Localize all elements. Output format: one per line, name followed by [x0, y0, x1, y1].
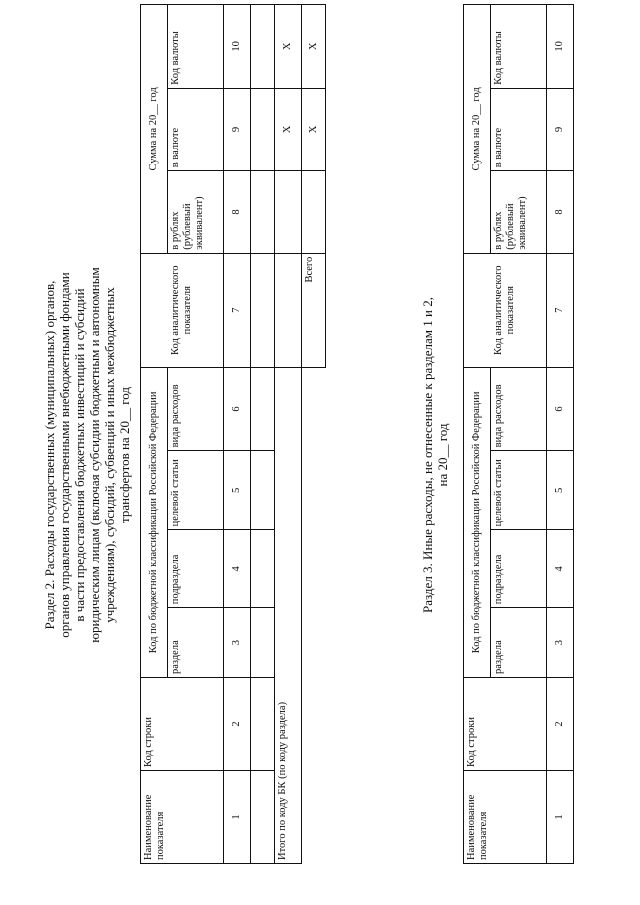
col-num-2: 2	[224, 678, 251, 771]
col-num-10: 10	[224, 5, 251, 89]
col-num-2: 2	[547, 678, 574, 771]
empty-cell	[302, 171, 326, 254]
x-mark-valute-vsego: Х	[302, 88, 326, 171]
col-num-5: 5	[547, 451, 574, 530]
col-num-1: 1	[547, 771, 574, 864]
section2-title-line: трансфертов на 20__ год	[117, 387, 132, 523]
col-num-4: 4	[224, 530, 251, 608]
empty-cell	[251, 608, 275, 678]
header-name: Наименование показателя	[141, 771, 224, 864]
header-analytic-code: Код аналитического показателя	[464, 253, 547, 367]
empty-cell	[251, 5, 275, 89]
empty-cell	[251, 171, 275, 254]
section2-title-line: учреждениям), субсидий, субвенций и иных межбюджетных	[102, 287, 117, 623]
header-rub: в рублях (рублевый эквивалент)	[491, 171, 547, 254]
empty-cell	[251, 253, 275, 367]
section2-title-line: в части предоставления бюджетных инвестиций и субсидий	[72, 288, 87, 622]
header-razdela: раздела	[168, 608, 224, 678]
section2-title-line: Раздел 2. Расходы государственных (муниципальных) органов,	[42, 280, 57, 630]
col-num-1: 1	[224, 771, 251, 864]
header-sum: Сумма на 20__ год	[141, 5, 168, 254]
header-podrazdela: подраздела	[491, 530, 547, 608]
col-num-8: 8	[547, 171, 574, 254]
col-num-10: 10	[547, 5, 574, 89]
header-razdela: раздела	[491, 608, 547, 678]
header-vida: вида расходов	[491, 367, 547, 451]
col-num-9: 9	[224, 88, 251, 171]
header-tselevoy: целевой статьи	[491, 451, 547, 530]
section3-title-line: Раздел 3. Иные расходы, не отнесенные к разделам 1 и 2,	[420, 297, 435, 613]
header-currency-code: Код валюты	[168, 5, 224, 89]
col-num-7: 7	[224, 253, 251, 367]
section2-title-line: юридическим лицам (включая субсидии бюджетным и автономным	[87, 267, 102, 643]
section3-table	[463, 4, 574, 864]
empty-cell	[275, 171, 302, 254]
x-mark-currency-vsego: Х	[302, 5, 326, 89]
col-num-6: 6	[224, 367, 251, 451]
col-num-8: 8	[224, 171, 251, 254]
header-valute: в валюте	[491, 88, 547, 171]
col-num-4: 4	[547, 530, 574, 608]
header-rub: в рублях (рублевый эквивалент)	[168, 171, 224, 254]
col-num-3: 3	[547, 608, 574, 678]
header-sum: Сумма на 20__ год	[464, 5, 491, 254]
vsego-spacer	[302, 367, 326, 863]
vsego-label: Всего	[302, 253, 326, 367]
header-bk-code: Код по бюджетной классификации Российской Федерации	[464, 367, 491, 677]
empty-cell	[251, 88, 275, 171]
empty-cell	[251, 451, 275, 530]
col-num-6: 6	[547, 367, 574, 451]
col-num-7: 7	[547, 253, 574, 367]
empty-cell	[251, 678, 275, 771]
x-mark-currency-itogo: Х	[275, 5, 302, 89]
x-mark-valute-itogo: Х	[275, 88, 302, 171]
header-line-code: Код строки	[464, 678, 547, 771]
header-currency-code: Код валюты	[491, 5, 547, 89]
col-num-3: 3	[224, 608, 251, 678]
section2-title-line: органов управления государственными внебюджетными фондами	[57, 272, 72, 638]
section3-title	[420, 225, 450, 685]
empty-cell	[251, 367, 275, 451]
header-line-code: Код строки	[141, 678, 224, 771]
header-vida: вида расходов	[168, 367, 224, 451]
header-tselevoy: целевой статьи	[168, 451, 224, 530]
empty-cell	[251, 771, 275, 864]
section2-table	[140, 4, 326, 864]
header-podrazdela: подраздела	[168, 530, 224, 608]
header-valute: в валюте	[168, 88, 224, 171]
col-num-9: 9	[547, 88, 574, 171]
empty-cell	[275, 253, 302, 367]
header-name: Наименование показателя	[464, 771, 547, 864]
header-analytic-code: Код аналитического показателя	[141, 253, 224, 367]
col-num-5: 5	[224, 451, 251, 530]
section2-title	[42, 215, 132, 695]
section3-title-line: на 20__ год	[435, 423, 450, 487]
itogo-label: Итого по коду БК (по коду раздела)	[275, 367, 302, 863]
header-bk-code: Код по бюджетной классификации Российской Федерации	[141, 367, 168, 677]
empty-cell	[251, 530, 275, 608]
